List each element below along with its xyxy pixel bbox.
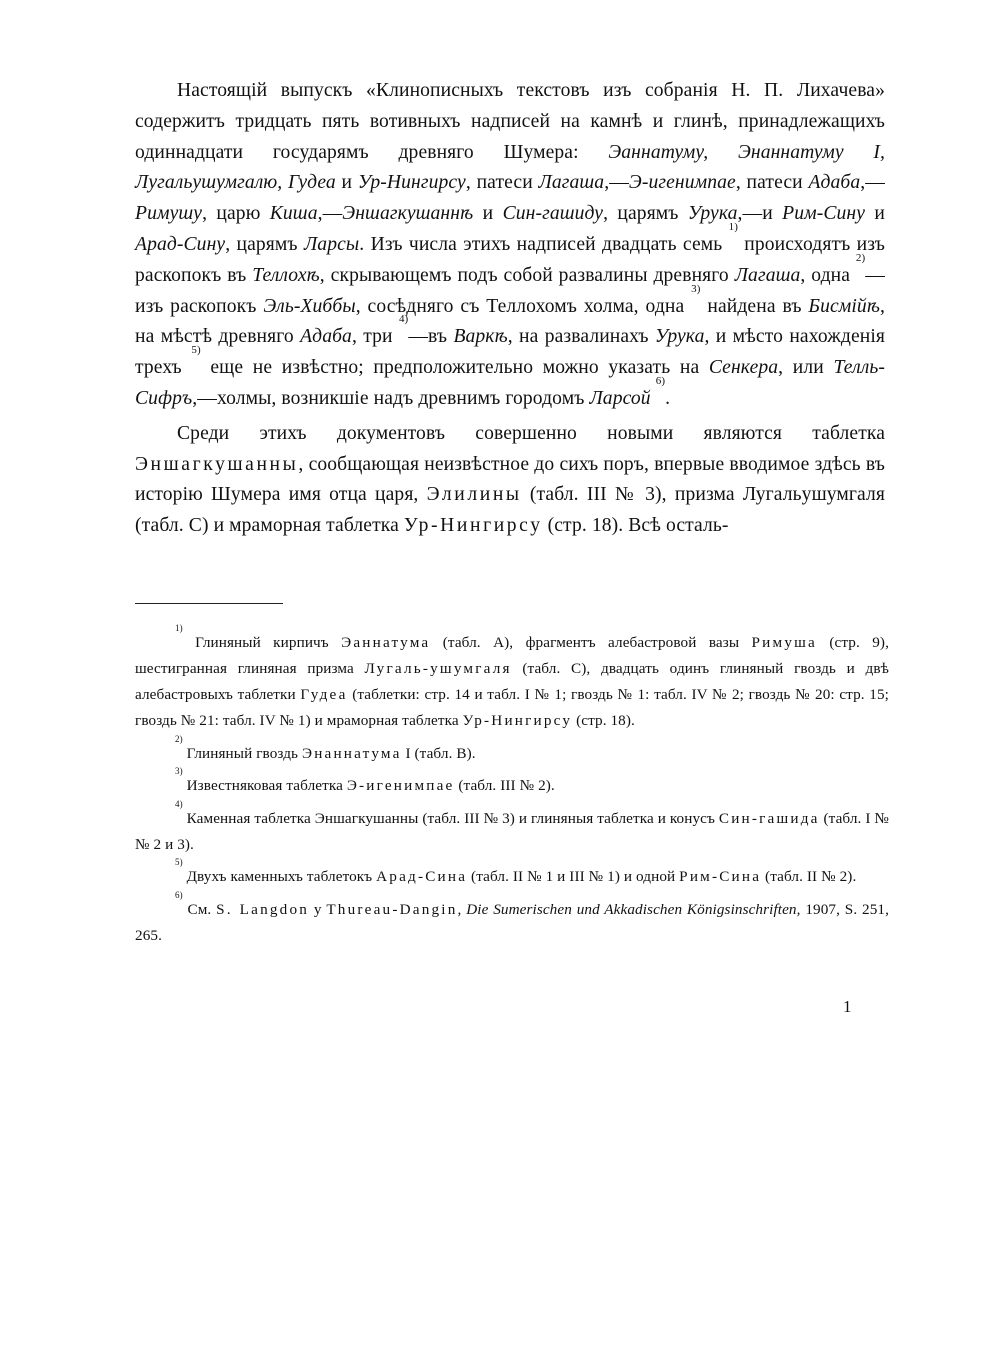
text-span: , 1907, S. 251, 265. xyxy=(135,900,889,944)
text-span: , одна xyxy=(800,264,856,286)
text-span: Каменная таблетка Эншагкушанны (табл. III № 3) и глиняныя таблетка и конусъ xyxy=(182,809,719,827)
spaced-text: Лугаль-ушумгаля xyxy=(364,660,512,677)
italic-text: Ур-Нингирсу xyxy=(357,172,466,194)
text-span: (табл. С), двадцать одинъ глиняный гвоздь и двѣ алебастровыхъ таблетки xyxy=(135,660,889,703)
italic-text: Э-игенимпае xyxy=(628,172,736,194)
text-span: , патеси xyxy=(465,172,539,194)
text-span: , на развалинахъ xyxy=(507,326,655,348)
footnote-ref: 4) xyxy=(398,313,409,326)
footnote-5 xyxy=(135,857,889,890)
italic-text: Урука xyxy=(654,326,705,348)
footnote-ref: 6) xyxy=(655,374,666,387)
text-span: (табл. I №№ 2 и 3). xyxy=(135,809,889,853)
spaced-text: S. Langdon xyxy=(216,900,310,918)
italic-text: Эаннатуму, Энаннатуму I, Лугальушумгалю, Гудеа xyxy=(135,141,885,194)
spaced-text: Thureau-Dangin xyxy=(326,900,458,918)
text-span: (стр. 18). xyxy=(572,712,635,729)
italic-text: Рим-Сину xyxy=(782,203,866,225)
text-span: (стр. 9), шестигранная глиняная призма xyxy=(135,634,889,677)
italic-text: Лагаша xyxy=(734,264,801,286)
footnote-ref: 1) xyxy=(728,220,738,233)
text-span: ,— xyxy=(317,203,343,225)
text-span: ,— xyxy=(860,172,885,194)
footnote-ref: 2) xyxy=(855,251,866,264)
text-span: —изъ раскопокъ xyxy=(135,264,885,317)
footnote-ref: 5) xyxy=(191,344,201,357)
footnotes xyxy=(135,623,889,949)
text-span: и xyxy=(865,203,885,225)
text-span: (табл. А), фрагментъ алебастровой вазы xyxy=(430,634,752,651)
paragraph-2 xyxy=(135,419,885,542)
text-span: ,—холмы, возникшіе надъ древнимъ городомъ xyxy=(192,387,590,409)
text-span: Глиняный кирпичъ xyxy=(182,634,342,651)
footnote-2 xyxy=(135,733,889,767)
italic-text: Адаба xyxy=(300,326,352,348)
footnote-mark: 5) xyxy=(175,857,183,867)
spaced-text: Рим-Сина xyxy=(679,868,762,885)
italic-text: Лагаша xyxy=(538,172,605,194)
text-span: , и мѣсто нахожденія трехъ xyxy=(135,326,886,379)
text-span: еще не извѣстно; предположительно можно указать на xyxy=(200,357,709,379)
text-span: (табл. II № 2). xyxy=(761,868,857,885)
italic-text: Эль-Хиббы xyxy=(263,295,356,317)
italic-text: Римушу xyxy=(135,203,203,225)
text-span: (табл. II № 1 и III № 1) и одной xyxy=(467,868,680,885)
spaced-text: Ур-Нингирсу xyxy=(462,712,573,729)
footnote-mark: 6) xyxy=(175,889,183,900)
text-span: , патеси xyxy=(735,172,809,194)
footnote-4 xyxy=(135,798,889,858)
text-span: Среди этихъ документовъ совершенно новыми являются таблетка xyxy=(177,422,885,444)
footnote-3 xyxy=(135,766,889,799)
spaced-text: Гудеа xyxy=(300,686,348,703)
text-span: . xyxy=(665,387,671,409)
text-span: ,— xyxy=(604,172,629,194)
paragraph-1 xyxy=(135,76,885,415)
italic-text: Ларсой xyxy=(589,387,651,409)
italic-text: Ларсы xyxy=(303,233,360,255)
spaced-text: Эаннатума xyxy=(341,634,431,651)
text-span: ,—и xyxy=(737,203,783,225)
text-span: (таблетки: стр. 14 и табл. I № 1; гвоздь № 1: табл. IV № 2; гвоздь № 20: стр. 15; гвоздь № 21: табл. IV № 1) и мраморная таблетка xyxy=(135,686,889,729)
text-span: (табл. III № 2). xyxy=(454,777,555,794)
text-span: . Изъ числа этихъ надписей двадцать семь xyxy=(359,233,729,255)
footnote-mark: 4) xyxy=(175,798,183,809)
italic-text: Теллохѣ xyxy=(252,264,320,286)
text-span: , или xyxy=(778,357,834,379)
italic-text: Сенкера xyxy=(708,357,779,379)
text-span: Двухъ каменныхъ таблетокъ xyxy=(182,868,377,885)
footnote-mark: 3) xyxy=(175,766,183,776)
text-span: —въ xyxy=(408,326,454,348)
italic-text: Киша xyxy=(269,203,318,225)
spaced-text: Арад-Сина xyxy=(376,868,468,885)
text-span: (стр. 18). Всѣ осталь- xyxy=(542,515,729,537)
spaced-text: Син-гашида xyxy=(718,809,820,827)
text-span: у xyxy=(309,900,327,918)
text-span: и xyxy=(335,172,358,194)
text-span: , сообщающая неизвѣстное до сихъ поръ, впервые вводимое здѣсь въ исторію Шумера имя отца царя, xyxy=(135,453,885,506)
text-span: Настоящій выпускъ «Клинописныхъ текстовъ изъ собранія Н. П. Лихачева» содержитъ тридцать пять вотивныхъ надписей на камнѣ и глинѣ, принадлежащихъ одиннадцати государямъ древняго Шумера: xyxy=(135,80,885,163)
text-span: , царямъ xyxy=(603,203,688,225)
text-span: I (табл. В). xyxy=(401,744,476,762)
spaced-text: Эншагкушанны xyxy=(135,453,299,475)
italic-text: Эншагкушаннѣ xyxy=(342,203,474,225)
footnote-divider xyxy=(135,603,283,604)
text-span: Глиняный гвоздь xyxy=(182,744,302,762)
italic-text: Урука xyxy=(687,203,738,225)
footnote-ref: 3) xyxy=(691,282,701,295)
spaced-text: Элилины xyxy=(426,484,522,506)
text-span: См. xyxy=(182,900,217,918)
text-span: , xyxy=(457,900,467,918)
text-span: , три xyxy=(351,326,399,348)
text-span: , сосѣдняго съ Теллохомъ холма, одна xyxy=(355,295,692,317)
spaced-text: Энаннатума xyxy=(301,744,402,762)
text-span: , на мѣстѣ древняго xyxy=(135,295,885,348)
italic-text: Die Sumerischen und Akkadischen Königsinschriften xyxy=(466,900,797,918)
page-number: 1 xyxy=(843,997,852,1016)
text-span: и xyxy=(473,203,503,225)
spaced-text: Э-игенимпае xyxy=(346,777,455,794)
footnote-mark: 2) xyxy=(175,733,183,744)
italic-text: Арад-Сину xyxy=(135,233,226,255)
italic-text: Син-гашиду xyxy=(502,203,604,225)
text-span: , скрывающемъ подъ собой развалины древняго xyxy=(319,264,735,286)
text-span: , царямъ xyxy=(225,233,304,255)
text-span: Известняковая таблетка xyxy=(182,777,347,794)
italic-text: Телль-Сифръ xyxy=(135,357,886,409)
footnote-mark: 1) xyxy=(175,623,183,633)
text-span: происходятъ изъ раскопокъ въ xyxy=(135,233,885,286)
text-span: (табл. III № 3), призма Лугальушумгаля (табл. С) и мраморная таблетка xyxy=(135,484,886,537)
text-span: найдена въ xyxy=(700,295,809,317)
spaced-text: Римуша xyxy=(751,634,817,651)
main-text xyxy=(135,76,885,542)
text-span: , царю xyxy=(202,203,270,225)
italic-text: Бисмійѣ xyxy=(808,295,880,317)
italic-text: Адаба xyxy=(808,172,861,194)
italic-text: Варкѣ xyxy=(453,326,508,348)
footnote-6 xyxy=(135,889,889,949)
footnote-1 xyxy=(135,623,889,734)
spaced-text: Ур-Нингирсу xyxy=(403,515,543,537)
